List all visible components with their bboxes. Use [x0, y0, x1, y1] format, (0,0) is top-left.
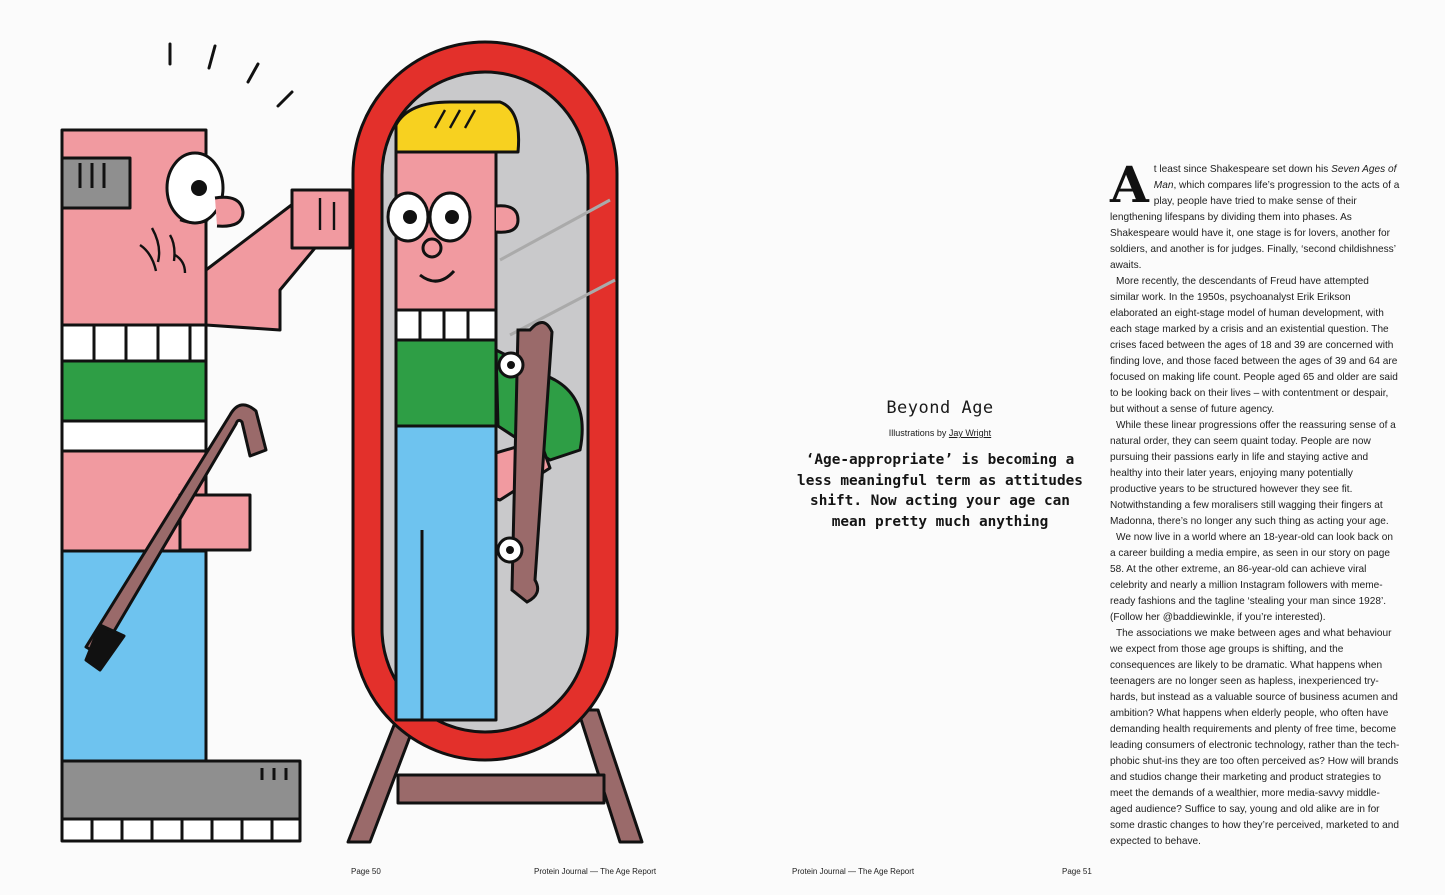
right-running-head: Protein Journal — The Age Report [792, 867, 915, 876]
body-paragraph-2: More recently, the descendants of Freud have attempted similar work. In the 1950s, psychoanalyst Erik Erikson elaborated an eight-stage model of human development, with each stage marked by a crisis and an existential question. The crises faced between the ages of 18 and 39 are concerned with finding love, and those faced between the ages of 39 and 64 are focused on making life count. People aged 65 and older are said to be looking back on their lives – with contentment or despair, but without a sense of future agency. [1110, 276, 1398, 415]
article-header [790, 398, 1090, 532]
illustration-credit [790, 428, 1090, 438]
article-body [1110, 155, 1400, 850]
left-page-number: Page 50 [351, 867, 381, 876]
credit-artist-link[interactable]: Jay Wright [948, 428, 992, 438]
credit-prefix: Illustrations by [888, 428, 949, 438]
p1-after: , which compares life’s progression to the acts of a play, people have tried to make sense of their lengthening lifespans by dividing them into phases. As Shakespeare would have it, one stage is for lovers, another for soldiers, and another is for judges. Finally, ‘second childishness’ awaits. [1110, 180, 1400, 271]
illustration-old-man-and-mirror [30, 30, 670, 860]
surprise-lines-icon [170, 44, 292, 106]
body-paragraph-4: We now live in a world where an 18-year-old can look back on a career building a media empire, as seen in our story on page 58. At the other extreme, an 86-year-old can achieve viral celebrity and nearly a million Instagram followers with meme-ready fashions and the tagline ‘stealing your man since 1928’. (Follow her @baddiewinkle, if you’re interested). [1110, 532, 1393, 623]
p1-before: t least since Shakespeare set down his [1153, 164, 1332, 175]
old-man-figure [62, 130, 350, 841]
body-paragraph-5: The associations we make between ages and what behaviour we expect from those age groups is shifting, and the consequences are likely to be dramatic. What happens when teenagers are no longer seen as hapless, inexperienced try-hards, but instead as a valuable source of business acumen and ambition? What happens when elderly people, who often have demanding health requirements and plenty of free time, become leading consumers of electronic technology, rather than the tech-phobic shut-ins they are too often perceived as? How will brands and studios change their marketing and product strategies to meet the demands of a wealthier, more media-savvy middle-aged audience? Suffice to say, young and old alike are in for some drastic changes to how they’re perceived, marketed to and expected to behave. [1110, 628, 1400, 847]
right-page-number: Page 51 [1062, 867, 1092, 876]
body-paragraph-1 [1110, 155, 1400, 274]
left-running-head: Protein Journal — The Age Report [534, 867, 657, 876]
p1-italic-title: Seven Ages of Man [1153, 164, 1397, 191]
article-standfirst: ‘Age-appropriate’ is becoming a less meaningful term as attitudes shift. Now acting your age can mean pretty much anything [797, 452, 1083, 530]
body-paragraph-3: While these linear progressions offer the reassuring sense of a natural order, they can seem quaint today. People are now pursuing their passions early in life and staying active and healthy into their later years, enjoying many potentially productive years to be structured however they see fit. Notwithstanding a few moralisers still wagging their fingers at Madonna, there’s no longer any such thing as acting your age. [1110, 420, 1396, 527]
drop-cap: A [1110, 155, 1149, 214]
article-title: Beyond Age [886, 398, 994, 418]
